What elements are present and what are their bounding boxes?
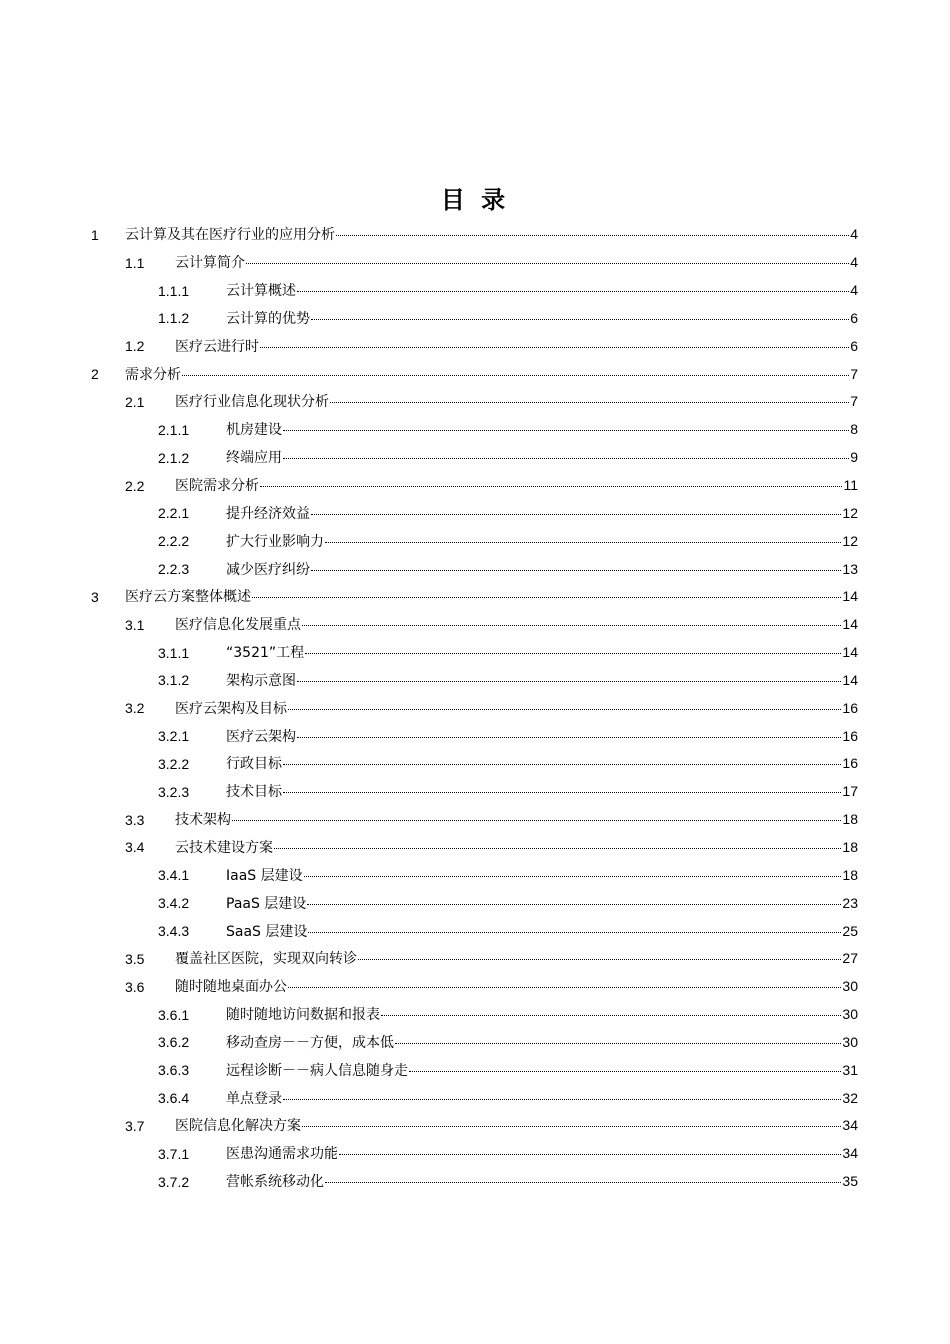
toc-entry-page-number: 16	[842, 699, 858, 716]
dot-leader	[381, 1015, 841, 1016]
toc-entry-page-number: 4	[850, 282, 858, 299]
dot-leader	[232, 820, 841, 821]
toc-entry-title[interactable]: IaaS 层建设	[226, 867, 303, 884]
toc-entry[interactable]	[0, 945, 950, 973]
toc-entry-title[interactable]: 医疗信息化发展重点	[175, 617, 301, 634]
toc-entry-number: 3.4.2	[158, 895, 190, 912]
dot-leader	[311, 514, 841, 515]
toc-entry-title[interactable]: 医院需求分析	[175, 478, 259, 495]
toc-entry-page-number: 30	[842, 978, 858, 995]
toc-entry[interactable]	[0, 778, 950, 806]
toc-entry-title[interactable]: 行政目标	[226, 756, 282, 773]
toc-entry-body	[226, 309, 858, 328]
table-of-contents	[0, 221, 950, 1196]
toc-entry-number: 2.1	[125, 393, 145, 410]
toc-entry[interactable]	[0, 499, 950, 527]
toc-entry-number: 3.6	[125, 978, 145, 995]
toc-entry[interactable]	[0, 834, 950, 862]
toc-entry-number: 2.2	[125, 477, 145, 494]
toc-entry-body	[226, 281, 858, 300]
toc-entry-page-number: 12	[842, 504, 858, 521]
toc-entry-title[interactable]: SaaS 层建设	[226, 923, 308, 940]
toc-entry[interactable]	[0, 1056, 950, 1084]
toc-entry-page-number: 12	[842, 532, 858, 549]
toc-entry-page-number: 27	[842, 950, 858, 967]
toc-entry-page-number: 23	[842, 894, 858, 911]
toc-entry-number: 3.2.3	[158, 783, 190, 800]
toc-entry-page-number: 31	[842, 1061, 858, 1078]
toc-entry-number: 3.4	[125, 839, 145, 856]
toc-entry-page-number: 11	[843, 477, 858, 494]
toc-entry[interactable]	[0, 583, 950, 611]
toc-entry-title[interactable]: 云计算的优势	[226, 310, 310, 327]
toc-entry-title[interactable]: 医疗云进行时	[175, 338, 259, 355]
toc-entry-page-number: 9	[850, 449, 858, 466]
dot-leader	[182, 375, 849, 376]
toc-entry-page-number: 6	[850, 309, 858, 326]
toc-entry-body	[175, 1116, 858, 1135]
dot-leader	[358, 959, 841, 960]
toc-entry-title[interactable]: 医院信息化解决方案	[175, 1118, 301, 1135]
toc-entry-number: 3	[91, 588, 99, 605]
toc-entry-body	[175, 838, 858, 857]
toc-entry-number: 3.1	[125, 616, 145, 633]
toc-entry-title[interactable]: 云计算概述	[226, 283, 296, 300]
dot-leader	[283, 764, 841, 765]
dot-leader	[260, 347, 849, 348]
toc-entry[interactable]	[0, 527, 950, 555]
toc-entry-body	[175, 476, 858, 495]
toc-entry-page-number: 7	[850, 393, 858, 410]
toc-entry-body	[175, 392, 858, 411]
toc-entry-number: 1	[91, 226, 99, 243]
toc-entry-title[interactable]: 单点登录	[226, 1090, 282, 1107]
toc-entry-page-number: 18	[842, 838, 858, 855]
toc-entry[interactable]	[0, 249, 950, 277]
toc-entry-page-number: 34	[842, 1117, 858, 1134]
toc-entry[interactable]	[0, 221, 950, 249]
toc-entry[interactable]	[0, 861, 950, 889]
toc-entry-page-number: 35	[842, 1173, 858, 1190]
toc-entry-body	[226, 643, 858, 662]
dot-leader	[297, 291, 849, 292]
toc-entry-body	[175, 949, 858, 968]
toc-entry-body	[125, 587, 858, 606]
dot-leader	[307, 904, 841, 905]
toc-entry-title[interactable]: 移动查房－－方便，成本低	[226, 1034, 394, 1051]
toc-entry-body	[226, 754, 858, 773]
toc-entry-page-number: 14	[842, 671, 858, 688]
toc-entry-title[interactable]: 营帐系统移动化	[226, 1174, 324, 1191]
toc-entry-title[interactable]: 减少医疗纠纷	[226, 561, 310, 578]
toc-entry[interactable]	[0, 332, 950, 360]
toc-entry-body	[226, 782, 858, 801]
dot-leader	[283, 458, 849, 459]
toc-entry[interactable]	[0, 722, 950, 750]
toc-entry-body	[226, 1144, 858, 1163]
toc-entry-body	[175, 253, 858, 272]
toc-entry-page-number: 32	[842, 1089, 858, 1106]
toc-entry-title[interactable]: 云计算简介	[175, 255, 245, 272]
toc-entry-number: 3.6.4	[158, 1090, 190, 1107]
toc-entry-body	[226, 532, 858, 551]
toc-entry-title[interactable]: 云计算及其在医疗行业的应用分析	[125, 227, 335, 244]
toc-entry[interactable]	[0, 611, 950, 639]
toc-entry[interactable]	[0, 973, 950, 1001]
toc-entry-page-number: 6	[850, 337, 858, 354]
toc-entry[interactable]	[0, 1028, 950, 1056]
dot-leader	[283, 1099, 841, 1100]
toc-entry-page-number: 30	[842, 1006, 858, 1023]
dot-leader	[336, 235, 849, 236]
toc-entry-number: 1.1.2	[158, 310, 190, 327]
toc-entry-page-number: 17	[842, 783, 858, 800]
toc-entry-title[interactable]: 架构示意图	[226, 672, 296, 689]
toc-title: 目 录	[440, 186, 510, 214]
toc-entry-body	[226, 1061, 858, 1080]
dot-leader	[297, 737, 841, 738]
toc-entry[interactable]	[0, 555, 950, 583]
dot-leader	[288, 709, 841, 710]
dot-leader	[339, 1154, 841, 1155]
toc-entry-number: 2	[91, 366, 99, 383]
toc-entry-page-number: 14	[842, 588, 858, 605]
toc-entry-body	[175, 810, 858, 829]
toc-entry-title[interactable]: 医患沟通需求功能	[226, 1146, 338, 1163]
dot-leader	[302, 625, 841, 626]
dot-leader	[325, 1182, 841, 1183]
dot-leader	[252, 597, 841, 598]
toc-entry-title[interactable]: 医疗云方案整体概述	[125, 589, 251, 606]
toc-entry-body	[226, 1033, 858, 1052]
dot-leader	[409, 1071, 841, 1072]
toc-entry-number: 3.2.2	[158, 755, 190, 772]
toc-entry-title[interactable]: 随时随地桌面办公	[175, 979, 287, 996]
toc-entry-page-number: 4	[850, 254, 858, 271]
toc-entry[interactable]	[0, 305, 950, 333]
toc-entry-title[interactable]: 扩大行业影响力	[226, 533, 324, 550]
toc-entry-number: 3.4.1	[158, 867, 190, 884]
toc-entry-number: 3.1.1	[158, 644, 190, 661]
toc-entry-title[interactable]: PaaS 层建设	[226, 895, 307, 912]
dot-leader	[325, 542, 841, 543]
toc-entry[interactable]	[0, 388, 950, 416]
toc-entry-number: 2.1.2	[158, 449, 190, 466]
toc-entry-number: 2.1.1	[158, 421, 190, 438]
toc-entry-body	[226, 560, 858, 579]
dot-leader	[288, 987, 841, 988]
toc-entry[interactable]	[0, 889, 950, 917]
toc-entry-body	[226, 448, 858, 467]
toc-entry[interactable]	[0, 444, 950, 472]
toc-entry[interactable]	[0, 472, 950, 500]
toc-entry-body	[226, 504, 858, 523]
toc-entry-title[interactable]: 云技术建设方案	[175, 839, 273, 856]
toc-entry-body	[226, 922, 858, 941]
dot-leader	[246, 263, 849, 264]
toc-entry-body	[125, 365, 858, 384]
toc-entry-page-number: 25	[842, 922, 858, 939]
toc-entry-title[interactable]: 医疗行业信息化现状分析	[175, 394, 329, 411]
toc-entry-page-number: 14	[842, 616, 858, 633]
toc-entry-number: 2.2.2	[158, 533, 190, 550]
toc-entry-number: 1.1.1	[158, 282, 190, 299]
toc-entry-number: 3.6.2	[158, 1034, 190, 1051]
dot-leader	[283, 792, 841, 793]
toc-entry-number: 3.6.3	[158, 1062, 190, 1079]
toc-entry[interactable]	[0, 1112, 950, 1140]
toc-entry-number: 3.7	[125, 1117, 145, 1134]
toc-entry-title[interactable]: 随时随地访问数据和报表	[226, 1007, 380, 1024]
toc-entry[interactable]	[0, 1168, 950, 1196]
toc-entry-body	[175, 615, 858, 634]
toc-entry-body	[226, 420, 858, 439]
toc-entry-page-number: 18	[842, 866, 858, 883]
toc-entry-body	[125, 225, 858, 244]
toc-entry-title[interactable]: 医疗云架构	[226, 728, 296, 745]
toc-entry[interactable]	[0, 639, 950, 667]
toc-entry-title[interactable]: 需求分析	[125, 366, 181, 383]
toc-entry-title[interactable]: 技术架构	[175, 812, 231, 829]
toc-entry[interactable]	[0, 416, 950, 444]
dot-leader	[297, 681, 841, 682]
toc-entry-page-number: 16	[842, 755, 858, 772]
toc-entry-number: 3.2	[125, 700, 145, 717]
toc-entry-page-number: 13	[842, 560, 858, 577]
dot-leader	[260, 486, 842, 487]
toc-entry-title[interactable]: 机房建设	[226, 422, 282, 439]
toc-entry-number: 2.2.1	[158, 505, 190, 522]
toc-entry[interactable]	[0, 750, 950, 778]
toc-entry-number: 3.6.1	[158, 1006, 190, 1023]
toc-entry[interactable]	[0, 277, 950, 305]
toc-entry-body	[175, 337, 858, 356]
toc-entry-number: 3.7.2	[158, 1173, 190, 1190]
toc-entry-body	[226, 1089, 858, 1108]
toc-entry-page-number: 7	[850, 365, 858, 382]
toc-entry[interactable]	[0, 667, 950, 695]
toc-entry-title[interactable]: 远程诊断－－病人信息随身走	[226, 1062, 408, 1079]
toc-entry-body	[226, 866, 858, 885]
toc-entry-body	[175, 699, 858, 718]
toc-entry-body	[226, 1172, 858, 1191]
dot-leader	[311, 319, 849, 320]
dot-leader	[311, 570, 841, 571]
toc-entry-title[interactable]: 终端应用	[226, 450, 282, 467]
toc-entry-title[interactable]: 医疗云架构及目标	[175, 700, 287, 717]
toc-entry-body	[226, 671, 858, 690]
dot-leader	[302, 1126, 841, 1127]
toc-entry-number: 1.1	[125, 254, 145, 271]
toc-entry[interactable]	[0, 360, 950, 388]
toc-entry[interactable]	[0, 694, 950, 722]
toc-entry-page-number: 4	[850, 226, 858, 243]
dot-leader	[304, 876, 842, 877]
toc-entry-number: 3.7.1	[158, 1145, 190, 1162]
toc-entry-page-number: 34	[842, 1145, 858, 1162]
toc-entry-title[interactable]: “3521”工程	[226, 645, 305, 662]
dot-leader	[305, 653, 841, 654]
toc-entry-number: 3.4.3	[158, 923, 190, 940]
dot-leader	[274, 848, 841, 849]
toc-entry-body	[175, 977, 858, 996]
dot-leader	[330, 402, 849, 403]
toc-entry-page-number: 18	[842, 811, 858, 828]
toc-entry-title[interactable]: 覆盖社区医院，实现双向转诊	[175, 951, 357, 968]
toc-entry[interactable]	[0, 1140, 950, 1168]
toc-entry-number: 2.2.3	[158, 561, 190, 578]
toc-entry-page-number: 14	[842, 644, 858, 661]
toc-entry-body	[226, 894, 858, 913]
toc-entry-page-number: 30	[842, 1033, 858, 1050]
toc-entry[interactable]	[0, 806, 950, 834]
toc-entry-number: 3.2.1	[158, 728, 190, 745]
dot-leader	[308, 932, 841, 933]
dot-leader	[283, 430, 849, 431]
toc-entry[interactable]	[0, 1001, 950, 1029]
toc-entry-page-number: 16	[842, 727, 858, 744]
toc-entry-body	[226, 727, 858, 746]
toc-entry-number: 3.3	[125, 811, 145, 828]
toc-entry-title[interactable]: 提升经济效益	[226, 505, 310, 522]
toc-entry-number: 1.2	[125, 338, 145, 355]
toc-entry-body	[226, 1005, 858, 1024]
toc-entry-page-number: 8	[850, 421, 858, 438]
toc-entry[interactable]	[0, 1084, 950, 1112]
toc-entry-number: 3.5	[125, 950, 145, 967]
toc-entry-title[interactable]: 技术目标	[226, 784, 282, 801]
dot-leader	[395, 1043, 841, 1044]
toc-entry[interactable]	[0, 917, 950, 945]
toc-entry-number: 3.1.2	[158, 672, 190, 689]
